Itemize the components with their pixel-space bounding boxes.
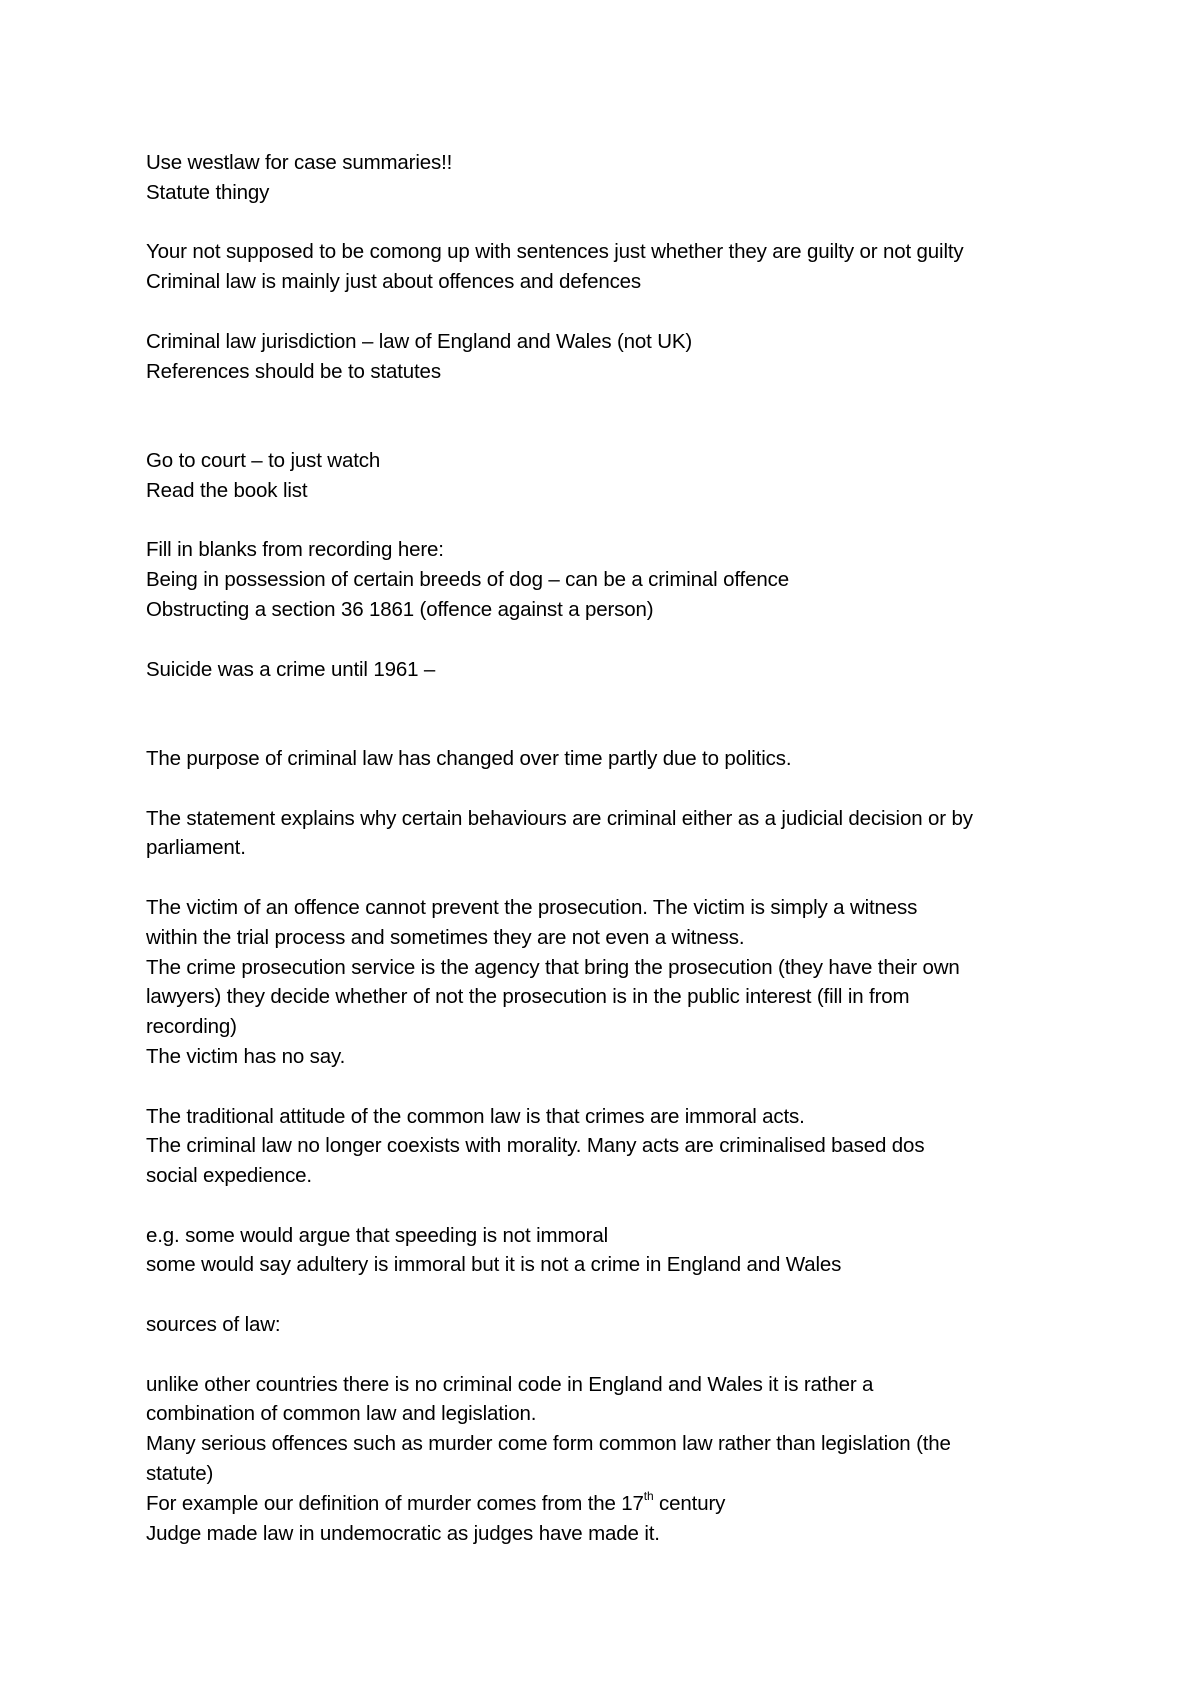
text-line: The crime prosecution service is the agency that bring the prosecution (they have their own (146, 955, 960, 979)
text-line: Suicide was a crime until 1961 – (146, 657, 436, 681)
blank-line (146, 863, 1086, 893)
text-line: Being in possession of certain breeds of dog – can be a criminal offence (146, 568, 789, 592)
blank-line (146, 1280, 1086, 1310)
text-line: Many serious offences such as murder come form common law rather than legislation (the (146, 1432, 951, 1456)
text-line: social expedience. (146, 1164, 312, 1188)
blank-line (146, 714, 1086, 744)
text-segment: century (653, 1491, 726, 1515)
text-line: recording) (146, 1015, 237, 1039)
ordinal-superscript: th (643, 1489, 654, 1504)
blank-line (146, 416, 1086, 446)
text-line: e.g. some would argue that speeding is not immoral (146, 1223, 608, 1247)
text-line: unlike other countries there is no criminal code in England and Wales it is rather a (146, 1372, 874, 1396)
blank-line (146, 1340, 1086, 1370)
text-line: The victim has no say. (146, 1044, 346, 1068)
text-line: Go to court – to just watch (146, 448, 381, 472)
text-line-with-superscript (146, 1489, 1086, 1519)
text-line: Your not supposed to be comong up with sentences just whether they are guilty or not guilty (146, 240, 964, 264)
blank-line (146, 1191, 1086, 1221)
text-line: The traditional attitude of the common law is that crimes are immoral acts. (146, 1104, 805, 1128)
blank-line (146, 297, 1086, 327)
blank-line (146, 774, 1086, 804)
blank-line (146, 506, 1086, 536)
text-line: Judge made law in undemocratic as judges have made it. (146, 1521, 660, 1545)
text-line: Criminal law jurisdiction – law of England and Wales (not UK) (146, 329, 693, 353)
text-line: Read the book list (146, 478, 308, 502)
text-line: Use westlaw for case summaries!! (146, 151, 453, 174)
text-line: combination of common law and legislation. (146, 1402, 537, 1426)
text-segment: For example our definition of murder comes from the 17 (146, 1491, 644, 1515)
text-line: Fill in blanks from recording here: (146, 538, 444, 562)
text-line: References should be to statutes (146, 359, 441, 383)
text-line: The purpose of criminal law has changed over time partly due to politics. (146, 746, 792, 770)
text-line: Obstructing a section 36 1861 (offence against a person) (146, 597, 654, 621)
blank-line (146, 684, 1086, 714)
text-line: lawyers) they decide whether of not the prosecution is in the public interest (fill in from (146, 985, 910, 1009)
blank-line (146, 208, 1086, 238)
text-line: some would say adultery is immoral but it is not a crime in England and Wales (146, 1253, 842, 1277)
text-line: sources of law: (146, 1313, 281, 1337)
text-line: within the trial process and sometimes they are not even a witness. (146, 925, 745, 949)
text-line: statute) (146, 1462, 214, 1486)
text-line: Criminal law is mainly just about offences and defences (146, 270, 642, 294)
text-line: Statute thingy (146, 180, 270, 204)
blank-line (146, 625, 1086, 655)
text-line: The criminal law no longer coexists with morality. Many acts are criminalised based dos (146, 1134, 925, 1158)
blank-line (146, 1072, 1086, 1102)
document-body (146, 148, 1086, 1548)
text-line: The victim of an offence cannot prevent the prosecution. The victim is simply a witness (146, 895, 918, 919)
blank-line (146, 386, 1086, 416)
text-line: The statement explains why certain behaviours are criminal either as a judicial decision or by (146, 806, 973, 830)
text-line: parliament. (146, 836, 246, 860)
